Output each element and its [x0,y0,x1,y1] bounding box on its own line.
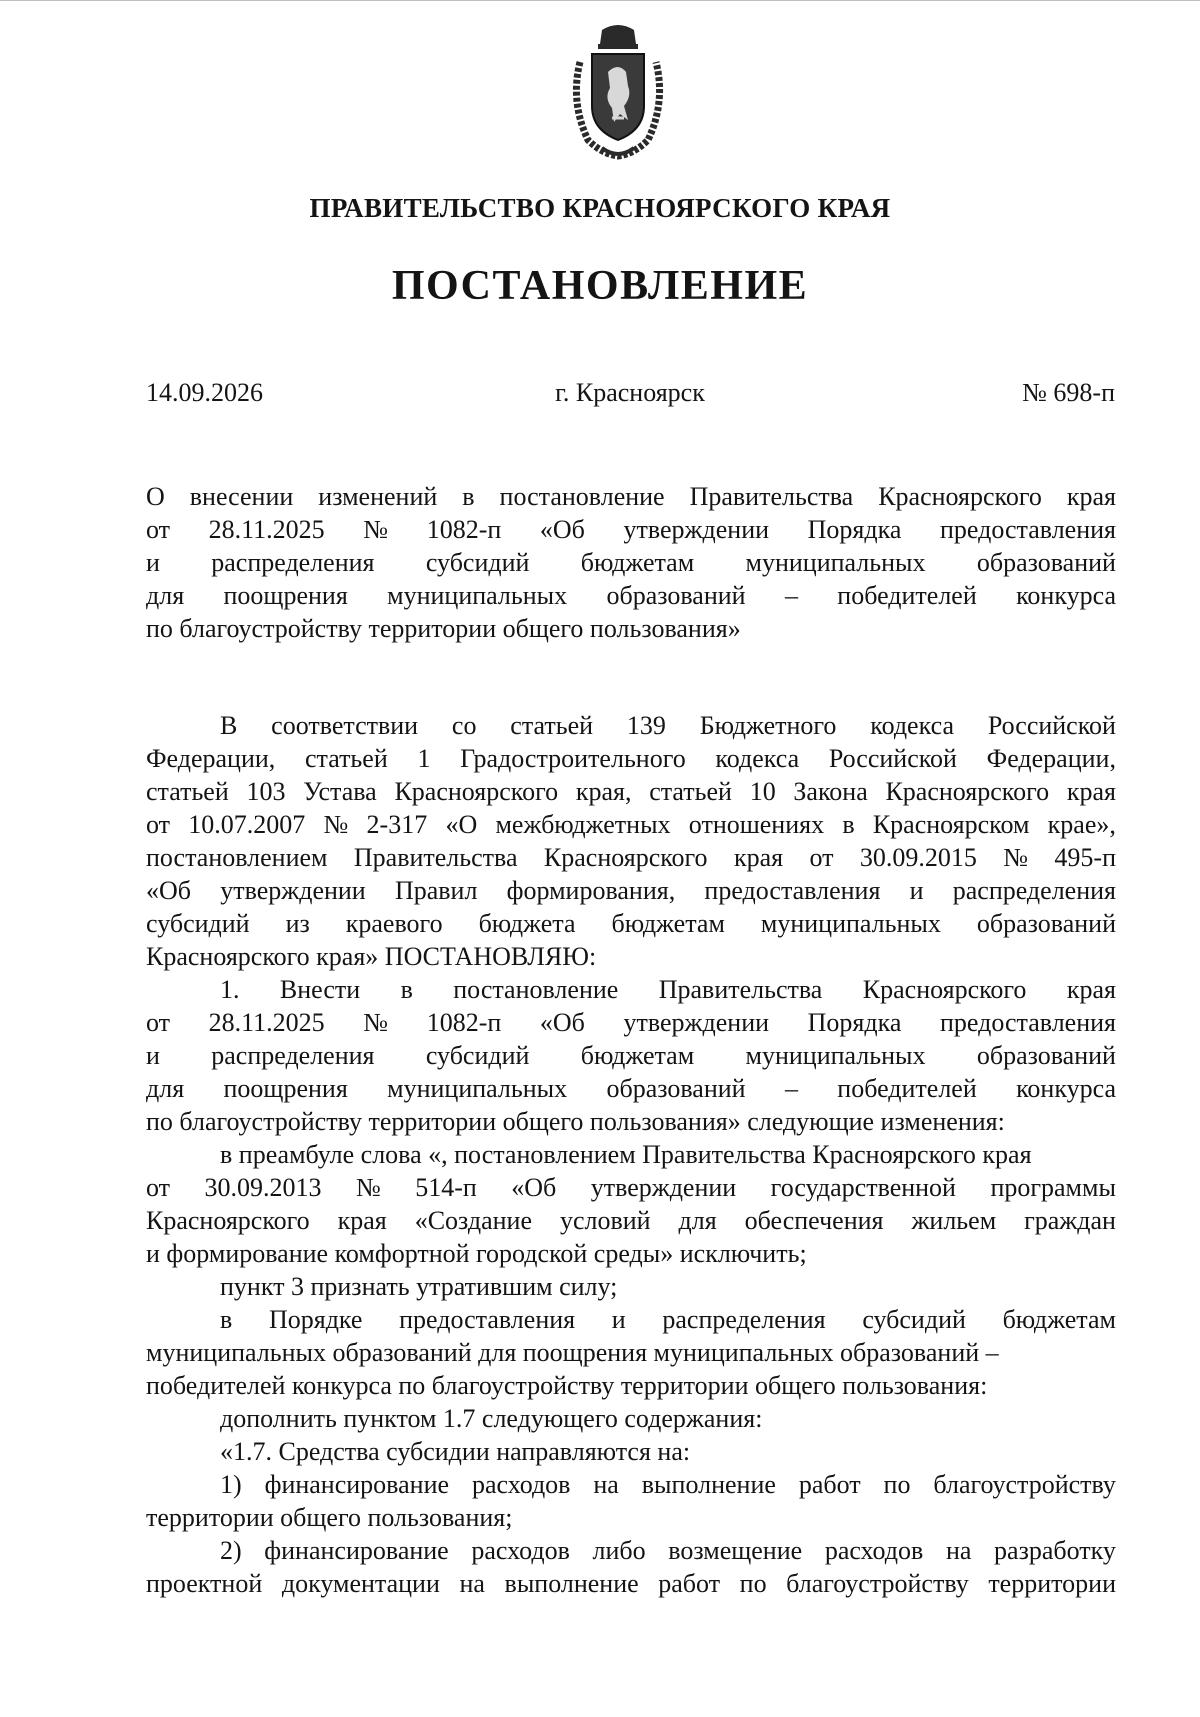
word: Российской [987,711,1116,740]
word: муниципальных [387,1074,568,1103]
word: 139 [626,711,666,740]
word: 28.11.2025 [208,515,325,544]
word: на [459,1569,485,1598]
word: из [285,909,310,938]
word: изменений [318,482,438,511]
document-number: № 698-п [1022,378,1115,407]
body-line [146,1402,1116,1435]
word: № [355,1173,381,1202]
body-line [146,1336,1116,1369]
word: «Об [539,515,585,544]
word: кодекса [870,711,954,740]
body-line [146,1237,1116,1270]
word: статьей [146,777,229,806]
word: предоставления [940,1008,1116,1037]
body-line [146,841,1116,874]
word: муниципальных [745,548,926,577]
word: Красноярского [543,843,708,872]
word: Красноярского [394,777,559,806]
word: жильем [911,1206,997,1235]
word: пункт 3 признать утратившим силу; [220,1272,618,1301]
document-city: г. Красноярск [555,378,705,407]
word: проектной [146,1569,263,1598]
word: края, [575,777,632,806]
word: распределения [211,1041,375,1070]
word: муниципальных [745,1041,926,1070]
word: В [220,711,238,740]
coat-of-arms-icon [562,22,674,162]
word: поощрения [223,581,348,610]
word: бюджета [478,909,576,938]
word: программы [990,1173,1116,1202]
word: 1082-п [426,1008,502,1037]
word: выполнение [504,1569,639,1598]
word: муниципальных [760,909,941,938]
word: по [739,1569,767,1598]
word: от [146,1008,171,1037]
word: образований [976,548,1116,577]
word: Порядка [807,515,902,544]
word: в [400,975,413,1004]
word: конкурса [1016,1074,1116,1103]
body-line [146,907,1116,940]
document-body [146,709,1116,1600]
word: предоставления [704,876,881,905]
word: статьей [649,777,732,806]
body-line [146,1006,1116,1039]
word: поощрения [223,1074,348,1103]
word: крае», [1047,810,1116,839]
word: 1082-п [426,515,502,544]
word: формирования, [506,876,676,905]
word: в [220,1305,233,1334]
body-line [146,1303,1116,1336]
word: Градостроительного [460,744,686,773]
word: разработку [994,1536,1116,1565]
word: для [146,581,185,610]
subject-line [146,579,1116,612]
word: и [611,1305,626,1334]
word: территории общего пользования; [146,1503,513,1532]
word: 28.11.2025 [208,1008,325,1037]
subject-line [146,612,1116,645]
word: Закона [793,777,868,806]
word: – [784,1074,798,1103]
body-line [146,1567,1116,1600]
word: предоставления [399,1305,576,1334]
word: образований [606,581,746,610]
word: постановлением [146,843,328,872]
word: работ [658,1569,721,1598]
subject-line [146,546,1116,579]
body-line [146,1105,1116,1138]
word: распределения [211,548,375,577]
body-line [146,973,1116,1006]
word: «Об [146,876,192,905]
subject-line [146,480,1116,513]
word: и [909,876,924,905]
body-line [146,808,1116,841]
word: работ [798,1470,861,1499]
word: соответствии [271,711,419,740]
word: победителей [837,1074,977,1103]
word: в [842,810,855,839]
word: № [363,1008,389,1037]
word: территории [988,1569,1116,1598]
word: бюджетам [1002,1305,1116,1334]
word: 1) [220,1470,242,1499]
word: образований [606,1074,746,1103]
word: Красноярского [878,482,1042,511]
word: финансирование [264,1536,449,1565]
word: Красноярского [885,777,1050,806]
word: утверждении [590,1173,737,1202]
word: на [593,1470,619,1499]
document-subject [146,480,1116,645]
word: конкурса [1016,581,1116,610]
word: 103 [246,777,286,806]
word: документации [281,1569,440,1598]
word: от [146,810,171,839]
word: Правительства [658,975,823,1004]
word: № [363,515,389,544]
word: Внести [279,975,361,1004]
document-date: 14.09.2026 [146,378,263,407]
word: 30.09.2015 [859,843,977,872]
word: Правительства [689,482,854,511]
scan-edge [0,0,1200,5]
word: О [146,482,165,511]
word: для [146,1074,185,1103]
word: Федерации, [146,744,276,773]
word: муниципальных образований для поощрения муниципальных образований – [146,1338,999,1367]
word: отношениях [688,810,825,839]
body-line [146,1270,1116,1303]
word: Правил [394,876,478,905]
word: 10 [749,777,776,806]
word: образований [976,1041,1116,1070]
word: постановление [453,975,619,1004]
word: победителей [837,581,977,610]
body-line [146,1204,1116,1237]
word: расходов [824,1536,924,1565]
word: 2) [220,1536,242,1565]
body-line [146,709,1116,742]
word: межбюджетных [495,810,671,839]
word: от [146,1173,171,1202]
word: на [945,1536,972,1565]
word: 495-п [1054,843,1116,872]
subject-line [146,513,1116,546]
word: финансирование [264,1470,450,1499]
body-line [146,1468,1116,1501]
word: бюджетам [580,548,695,577]
word: от [146,515,171,544]
word: государственной [770,1173,956,1202]
government-name: ПРАВИТЕЛЬСТВО КРАСНОЯРСКОГО КРАЯ [309,193,891,223]
word: – [784,581,798,610]
word: по благоустройству территории общего пользования» [146,614,741,643]
word: расходов [471,1470,571,1499]
word: Красноярского [862,975,1027,1004]
word: выполнение [641,1470,776,1499]
word: 1. [220,975,240,1004]
word: граждан [1024,1206,1116,1235]
document-type-title: ПОСТАНОВЛЕНИЕ [391,263,809,309]
word: «1.7. Средства субсидии направляются на: [220,1437,691,1466]
word: от [809,843,834,872]
body-line [146,1072,1116,1105]
word: предоставления [940,515,1116,544]
word: «Об [511,1173,557,1202]
body-line [146,1501,1116,1534]
word: субсидий [425,548,530,577]
word: либо [592,1536,646,1565]
word: Правительства [353,843,518,872]
word: по благоустройству территории общего пользования» следующие изменения: [146,1107,1005,1136]
word: образований [976,909,1116,938]
word: 514-п [415,1173,477,1202]
body-line [146,1369,1116,1402]
word: обеспечения [744,1206,884,1235]
word: и [146,548,160,577]
body-line [146,1171,1116,1204]
word: 2-317 [366,810,428,839]
word: со [451,711,477,740]
body-line [146,742,1116,775]
word: Бюджетного [699,711,837,740]
word: и формирование комфортной городской среды» исключить; [146,1239,807,1268]
word: Порядка [807,1008,902,1037]
word: Федерации, [986,744,1116,773]
word: края [1066,777,1116,806]
word: края [337,1206,387,1235]
word: утверждении [623,515,770,544]
word: субсидий [862,1305,966,1334]
word: постановление [499,482,665,511]
word: дополнить пунктом 1.7 следующего содержания: [220,1404,763,1433]
body-line [146,1435,1116,1468]
word: муниципальных [387,581,568,610]
body-line [146,874,1116,907]
word: бюджетам [611,909,725,938]
word: 30.09.2013 [204,1173,322,1202]
word: № [1003,843,1029,872]
word: расходов [471,1536,570,1565]
word: 10.07.2007 [188,810,306,839]
word: 1 [417,744,431,773]
word: благоустройству [786,1569,969,1598]
word: утверждении [220,876,366,905]
word: и [146,1041,160,1070]
body-line [146,940,1116,973]
word: Красноярского [146,1206,310,1235]
word: края [1066,482,1116,511]
word: № [323,810,349,839]
word: по [883,1470,911,1499]
word: «Об [539,1008,585,1037]
word: краевого [345,909,443,938]
word: Российской [828,744,957,773]
word: условий [559,1206,651,1235]
word: Красноярском [872,810,1030,839]
word: «Создание [414,1206,532,1235]
word: Порядке [268,1305,363,1334]
word: внесении [189,482,294,511]
word: победителей конкурса по благоустройству территории общего пользования: [146,1371,988,1400]
body-line [146,1138,1116,1171]
body-line [146,1039,1116,1072]
word: края [1066,975,1116,1004]
word: статьей [510,711,594,740]
word: возмещение [668,1536,803,1565]
word: благоустройству [933,1470,1116,1499]
word: субсидий [146,909,250,938]
word: в [462,482,475,511]
word: края [733,843,784,872]
body-line [146,775,1116,808]
word: в преамбуле слова «, постановлением Правительства Красноярского края [220,1140,1032,1169]
word: субсидий [425,1041,530,1070]
word: распределения [662,1305,826,1334]
word: кодекса [715,744,800,773]
word: Устава [303,777,377,806]
word: бюджетам [580,1041,695,1070]
word: Красноярского края» ПОСТАНОВЛЯЮ: [146,942,597,971]
word: для [678,1206,717,1235]
body-line [146,1534,1116,1567]
word: «О [445,810,478,839]
word: утверждении [623,1008,770,1037]
word: распределения [952,876,1116,905]
word: статьей [304,744,388,773]
